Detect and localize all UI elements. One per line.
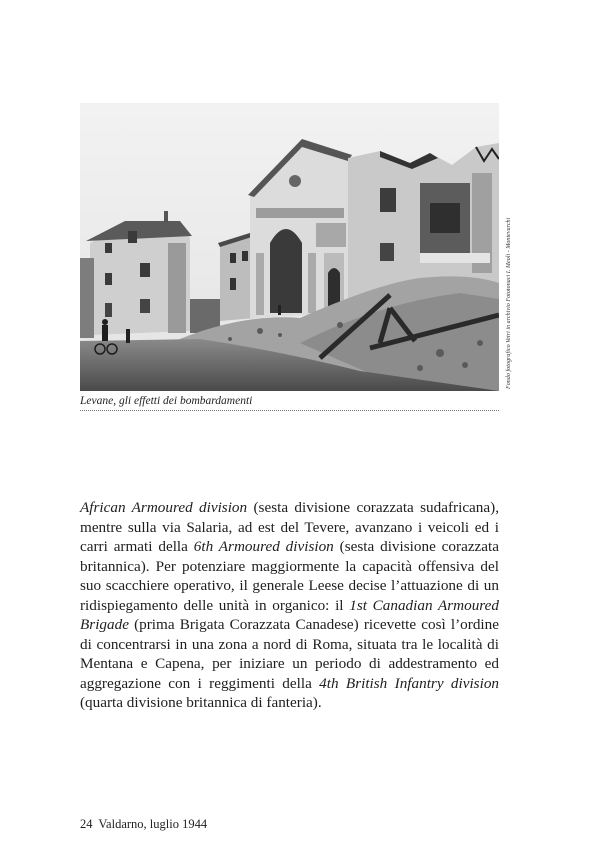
text-span: (quarta divisione britannica di fanteria).: [80, 694, 322, 711]
running-title: Valdarno, luglio 1944: [98, 817, 208, 831]
page-number: 24: [80, 817, 93, 831]
historical-photo: [80, 103, 499, 391]
page-footer: [80, 817, 207, 832]
text-italic: African Armoured division: [80, 499, 248, 516]
body-paragraph: [80, 498, 499, 713]
text-italic: 1st Canadian Armoured Brigade: [80, 596, 499, 633]
text-italic: 6th Armoured division: [193, 538, 334, 555]
text-italic: 4th British Infantry division: [319, 674, 500, 692]
figure-caption: Levane, gli effetti dei bombardamenti: [80, 395, 499, 411]
text-span: (sesta divisione corazzata sudafricana), mentre sulla via Salaria, ad est del Tevere, avanzano i veicoli ed i carri armati della: [80, 499, 499, 555]
photo-credit: Fondo fotografico Vetri in archivio Fototonaci I. Meoli - Montevarchi: [506, 217, 512, 389]
text-span: (prima Brigata Corazzata Canadese) ricevette così l’ordine di concentrarsi in una zona a nord di Roma, situata tra le località di Mentana e Capena, per iniziare un periodo di addestramento ed aggregazione con i reggimenti della: [80, 616, 499, 692]
text-span: (sesta divisione corazzata britannica). Per potenziare maggiormente la capacità offensiva del suo scacchiere operativo, il generale Leese decise l’attuazione di un ridispiegamento delle unità in organico: il: [80, 538, 499, 614]
bombed-town-photo: [80, 103, 499, 391]
